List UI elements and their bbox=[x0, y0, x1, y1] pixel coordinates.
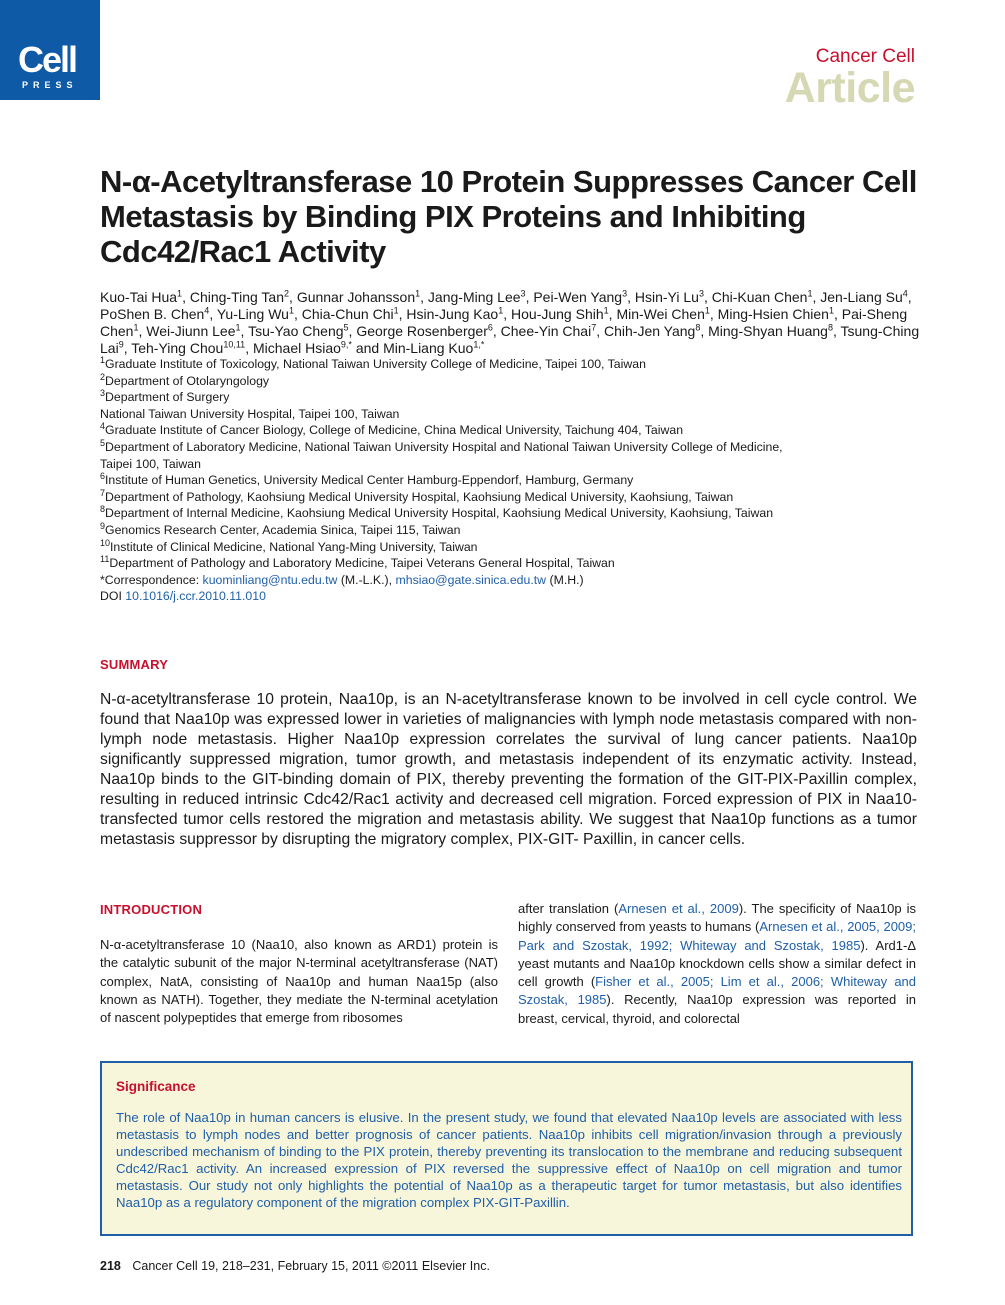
affiliation-number: 8 bbox=[100, 504, 106, 515]
author-name: Ching-Ting Tan bbox=[189, 289, 285, 305]
affiliation-text: Genomics Research Center, Academia Sinica, Taipei 115, Taiwan bbox=[105, 522, 461, 537]
author-name: Min-Wei Chen bbox=[616, 306, 705, 322]
logo-sub: PRESS bbox=[22, 80, 78, 90]
affiliation-line bbox=[100, 406, 920, 423]
author-name: Hou-Jung Shih bbox=[511, 306, 604, 322]
affiliation-number: 5 bbox=[100, 437, 106, 448]
author-name: Ming-Shyan Huang bbox=[708, 323, 828, 339]
author-name: Jang-Ming Lee bbox=[427, 289, 521, 305]
journal-name: Cancer Cell bbox=[815, 46, 915, 67]
author-affiliation-mark: 10,11 bbox=[223, 339, 246, 350]
author-and: and bbox=[355, 340, 380, 356]
author-affiliation-mark: 6 bbox=[487, 322, 493, 333]
significance-title: Significance bbox=[116, 1079, 196, 1094]
intro-column-2 bbox=[518, 900, 916, 1028]
affiliation-number: 7 bbox=[100, 487, 106, 498]
author-name: Min-Liang Kuo bbox=[383, 340, 474, 356]
affiliation-line bbox=[100, 489, 920, 506]
author-name: Jen-Liang Su bbox=[820, 289, 903, 305]
author-list: Kuo-Tai Hua$^1$, Ching-Ting Tan$^2$, Gunnar Johansson$^1$, Jang-Ming Lee$^3$, Pei-Wen Yang$^3$, Hsin-Yi Lu$^3$, Chi-Kuan Chen$^1$, Jen-Liang Su$^4$, PoShen B. Chen$^4$, Yu-Ling Wu$^1$, Chia-Chun Chi$^1$, Hsin-Jung Kao$^1$, Hou-Jung Shih$^1$, Min-Wei Chen$^1$, Ming-Hsien Chien$^1$, Pai-Sheng Chen$^1$, Wei-Jiunn Lee$^1$, Tsu-Yao Cheng$^5$, George Rosenberger$^6$, Chee-Yin Chai$^7$, Chih-Jen Yang$^8$, Ming-Shyan Huang$^8$, Tsung-Ching Lai$^9$, Teh-Ying Chou$^{10,11}$, Michael Hsiao$^{9,*}$ and Min-Liang Kuo$^{1,*}$ bbox=[100, 288, 920, 356]
author-affiliation-mark: 1 bbox=[133, 322, 139, 333]
author-affiliation-mark: 1 bbox=[828, 305, 834, 316]
author-affiliation-mark: 1 bbox=[498, 305, 504, 316]
significance-box bbox=[100, 1061, 913, 1236]
intro-text: ). Recently, Naa10p expression was reported in breast, cervical, thyroid, and colorectal bbox=[518, 992, 917, 1026]
doi-label: DOI bbox=[100, 589, 122, 604]
affiliation-number: 11 bbox=[100, 554, 110, 565]
author-name: Ming-Hsien Chien bbox=[717, 306, 829, 322]
author-affiliation-mark: 9,* bbox=[340, 339, 352, 350]
author-affiliation-mark: 9 bbox=[118, 339, 124, 350]
affiliation-number: 2 bbox=[100, 371, 106, 382]
author-name: Hsin-Jung Kao bbox=[406, 306, 499, 322]
affiliation-line bbox=[100, 555, 920, 572]
affiliation-text: Graduate Institute of Toxicology, National Taiwan University College of Medicine, Taipei 100, Taiwan bbox=[105, 357, 646, 371]
email-link-hsiao[interactable]: mhsiao@gate.sinica.edu.tw bbox=[395, 572, 547, 587]
author-name: Chi-Kuan Chen bbox=[711, 289, 808, 305]
author-name: Pei-Wen Yang bbox=[533, 289, 623, 305]
author-affiliation-mark: 1,* bbox=[473, 339, 485, 350]
cell-press-logo bbox=[0, 0, 100, 100]
correspondence-label: *Correspondence: bbox=[100, 572, 200, 587]
affiliation-text: Institute of Clinical Medicine, National Yang-Ming University, Taiwan bbox=[110, 539, 478, 554]
page-footer bbox=[100, 1259, 490, 1273]
author-name: Pai-Sheng Chen bbox=[100, 306, 908, 339]
affiliation-number: 10 bbox=[100, 537, 111, 548]
author-affiliation-mark: 8 bbox=[827, 322, 833, 333]
affiliation-line bbox=[100, 522, 920, 539]
citation: Cancer Cell 19, 218–231, February 15, 2011 ©2011 Elsevier Inc. bbox=[132, 1259, 490, 1273]
affiliations bbox=[100, 356, 920, 605]
doi-link[interactable]: 10.1016/j.ccr.2010.11.010 bbox=[125, 589, 266, 604]
author-name: Teh-Ying Chou bbox=[131, 340, 224, 356]
intro-text: ). Ard1-Δ yeast mutants and Naa10p knockdown cells show a similar defect in cell growth ( bbox=[518, 937, 916, 990]
intro-text: ). The specificity of Naa10p is highly conserved from yeasts to humans ( bbox=[518, 901, 916, 935]
author-name: Kuo-Tai Hua bbox=[100, 289, 178, 305]
author-name: George Rosenberger bbox=[356, 323, 488, 339]
affiliation-line bbox=[100, 439, 920, 456]
ref-link[interactable]: Arnesen et al., 2005, 2009; Park and Szostak, 1992; Whiteway and Szostak, 1985 bbox=[518, 919, 916, 953]
affiliation-number: 9 bbox=[100, 520, 106, 531]
doi bbox=[100, 588, 920, 605]
author-affiliation-mark: 1 bbox=[704, 305, 710, 316]
intro-text: after translation ( bbox=[518, 901, 619, 916]
author-affiliation-mark: 3 bbox=[698, 288, 704, 299]
author-name: Hsin-Yi Lu bbox=[634, 289, 699, 305]
author-affiliation-mark: 4 bbox=[902, 288, 908, 299]
author-name: Yu-Ling Wu bbox=[216, 306, 289, 322]
affiliation-text: Department of Pathology, Kaohsiung Medical University Hospital, Kaohsiung Medical University, Kaohsiung, Taiwan bbox=[105, 489, 734, 504]
affiliation-text: Department of Laboratory Medicine, National Taiwan University Hospital and National Taiwan University College of Medicine, bbox=[105, 439, 783, 454]
author-affiliation-mark: 2 bbox=[284, 288, 290, 299]
author-affiliation-mark: 4 bbox=[204, 305, 210, 316]
affiliation-line bbox=[100, 389, 920, 406]
author-name: Tsu-Yao Cheng bbox=[248, 323, 344, 339]
author-name: Chee-Yin Chai bbox=[500, 323, 592, 339]
ref-link[interactable]: Fisher et al., 2005; Lim et al., 2006; Whiteway and Szostak, 1985 bbox=[518, 974, 917, 1008]
author-affiliation-mark: 1 bbox=[415, 288, 421, 299]
author-affiliation-mark: 1 bbox=[235, 322, 241, 333]
correspondence-who2: (M.H.) bbox=[549, 572, 584, 587]
affiliation-number: 6 bbox=[100, 471, 106, 482]
author-affiliation-mark: 1 bbox=[393, 305, 399, 316]
affiliation-list bbox=[100, 356, 920, 572]
correspondence-who1: (M.-L.K.), bbox=[340, 572, 393, 587]
affiliation-text: Department of Pathology and Laboratory Medicine, Taipei Veterans General Hospital, Taiwan bbox=[109, 556, 615, 571]
affiliation-line bbox=[100, 456, 920, 473]
author-name: Tsung-Ching Lai bbox=[100, 323, 920, 356]
affiliation-text: Department of Surgery bbox=[105, 390, 230, 405]
page-number: 218 bbox=[100, 1259, 121, 1273]
affiliation-number: 4 bbox=[100, 421, 106, 432]
author-name: Chih-Jen Yang bbox=[603, 323, 696, 339]
affiliation-text: Department of Otolaryngology bbox=[105, 373, 270, 388]
affiliation-text: Taipei 100, Taiwan bbox=[100, 456, 201, 471]
affiliation-line bbox=[100, 422, 920, 439]
author-affiliation-mark: 1 bbox=[603, 305, 609, 316]
author-affiliation-mark: 3 bbox=[622, 288, 628, 299]
author-affiliation-mark: 3 bbox=[520, 288, 526, 299]
author-affiliation-mark: 1 bbox=[288, 305, 294, 316]
affiliation-number: 3 bbox=[100, 388, 106, 399]
author-name: Gunnar Johansson bbox=[296, 289, 416, 305]
author-affiliation-mark: 1 bbox=[177, 288, 183, 299]
affiliation-line bbox=[100, 356, 920, 373]
affiliation-line bbox=[100, 373, 920, 390]
affiliation-line bbox=[100, 539, 920, 556]
affiliation-text: Department of Internal Medicine, Kaohsiung Medical University Hospital, Kaohsiung Medical University, Kaohsiung, Taiwan bbox=[105, 506, 774, 521]
affiliation-line bbox=[100, 472, 920, 489]
article-type: Article bbox=[784, 64, 915, 112]
email-link-kuo[interactable]: kuominliang@ntu.edu.tw bbox=[202, 572, 338, 587]
author-name: Chia-Chun Chi bbox=[301, 306, 394, 322]
affiliation-text: Graduate Institute of Cancer Biology, College of Medicine, China Medical University, Taichung 404, Taiwan bbox=[105, 423, 684, 438]
affiliation-text: National Taiwan University Hospital, Taipei 100, Taiwan bbox=[100, 406, 400, 421]
author-affiliation-mark: 7 bbox=[591, 322, 597, 333]
article-title: N-α-Acetyltransferase 10 Protein Suppresses Cancer Cell Metastasis by Binding PIX Proteins and Inhibiting Cdc42/Rac1 Activity bbox=[100, 164, 917, 269]
correspondence bbox=[100, 572, 920, 589]
author-name: PoShen B. Chen bbox=[100, 306, 205, 322]
introduction-heading: INTRODUCTION bbox=[100, 902, 203, 917]
affiliation-number: 1 bbox=[100, 354, 106, 365]
logo-word: Cell bbox=[18, 39, 77, 80]
ref-link[interactable]: Arnesen et al., 2009 bbox=[618, 901, 739, 916]
author-name: Wei-Jiunn Lee bbox=[146, 323, 236, 339]
author-affiliation-mark: 8 bbox=[695, 322, 701, 333]
author-name: Michael Hsiao bbox=[252, 340, 341, 356]
significance-text: The role of Naa10p in human cancers is elusive. In the present study, we found that elevated Naa10p levels are associated with less metastasis to lymph nodes and better prognosis of cancer patients. Naa10p inhibits cell migration/invasion through a previously undescribed mechanism of binding to the PIX protein, thereby preventing its translocation to the membrane and reducing subsequent Cdc42/Rac1 activity. An increased expression of PIX reversed the suppressive effect of Naa10p on cell migration and tumor metastasis. Our study not only highlights the potential of Naa10p as a therapeutic target for tumor metastasis, but also identifies Naa10p as a regulatory component of the migration complex PIX-GIT-Paxillin. bbox=[116, 1110, 902, 1210]
affiliation-text: Institute of Human Genetics, University Medical Center Hamburg-Eppendorf, Hamburg, Germany bbox=[105, 473, 634, 488]
author-affiliation-mark: 1 bbox=[807, 288, 813, 299]
intro-column-1: N-α-acetyltransferase 10 (Naa10, also known as ARD1) protein is the catalytic subunit of the major N-terminal acetyltransferase (NAT) complex, NatA, consisting of Naa10p and human Naa15p (also known as NATH). Together, they mediate the N-terminal acetylation of nascent polypeptides that emerge from ribosomes bbox=[100, 937, 498, 1026]
summary-heading: SUMMARY bbox=[100, 657, 169, 672]
summary-text: N-α-acetyltransferase 10 protein, Naa10p, is an N-acetyltransferase known to be involved in cell cycle control. We found that Naa10p was expressed lower in varieties of malignancies with lymph node metastasis compared with non-lymph node metastasis. Higher Naa10p expression correlates the survival of lung cancer patients. Naa10p significantly suppressed migration, tumor growth, and metastasis independent of its enzymatic activity. Instead, Naa10p binds to the GIT-binding domain of PIX, thereby preventing the formation of the GIT-PIX-Paxillin complex, resulting in reduced intrinsic Cdc42/Rac1 activity and decreased cell migration. Forced expression of PIX in Naa10-transfected tumor cells restored the migration and metastasis ability. We suggest that Naa10p functions as a tumor metastasis suppressor by disrupting the migratory complex, PIX-GIT- Paxillin, in cancer cells. bbox=[100, 691, 917, 848]
affiliation-line bbox=[100, 505, 920, 522]
author-affiliation-mark: 5 bbox=[343, 322, 349, 333]
